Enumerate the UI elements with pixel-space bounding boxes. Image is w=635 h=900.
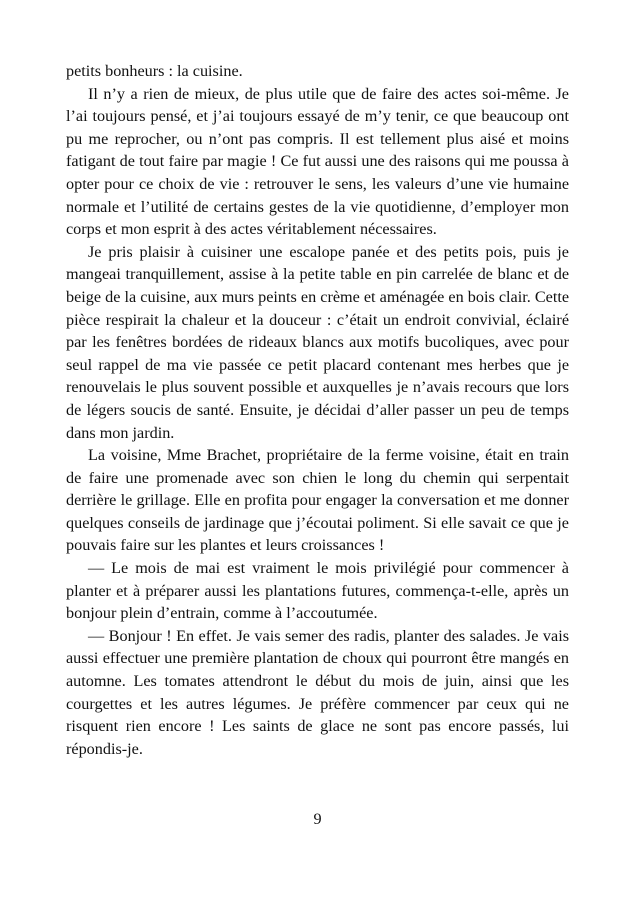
paragraph-cuisine: Je pris plaisir à cuisiner une escalope panée et des petits pois, puis je mangeai tranquillement, assise à la petite table en pin carrelée de blanc et de beige de la cuisine, aux murs peints en crème et aménagée en bois clair. Cette pièce respirait la chaleur et la douceur : c’était un endroit convivial, éclairé par les fenêtres bordées de rideaux blancs aux motifs bucoliques, avec pour seul rappel de ma vie passée ce petit placard contenant mes herbes que je renouvelais le plus souvent possible et auxquelles je n’avais recours que lors de légers soucis de santé. Ensuite, je décidai d’aller passer un peu de temps dans mon jardin. (66, 242, 569, 442)
paragraph-actes-soi-meme: Il n’y a rien de mieux, de plus utile que de faire des actes soi-même. Je l’ai toujours pensé, et j’ai toujours essayé de m’y tenir, ce que beaucoup ont pu me reprocher, ou n’ont pas compris. Il est tellement plus aisé et moins fatigant de tout faire par magie ! Ce fut aussi une des raisons qui me poussa à opter pour ce choix de vie : retrouver le sens, les valeurs d’une vie humaine normale et l’utilité de certains gestes de la vie quotidienne, d’employer mon corps et mon esprit à des actes véritablement nécessaires. (66, 84, 569, 239)
paragraph-voisine: La voisine, Mme Brachet, propriétaire de la ferme voisine, était en train de faire une promenade avec son chien le long du chemin qui serpentait derrière le grillage. Elle en profita pour engager la conversation et me donner quelques conseils de jardinage que j’écoutai poliment. Si elle savait ce que je pouvais faire sur les plantes et leurs croissances ! (66, 446, 569, 555)
page-number: 9 (313, 810, 322, 828)
page-body (66, 60, 569, 760)
paragraph-continuation: petits bonheurs : la cuisine. (66, 62, 243, 80)
dialogue-line-voisine: — Le mois de mai est vraiment le mois privilégié pour commencer à planter et à préparer aussi les plantations futures, commença-t-elle, après un bonjour plein d’entrain, comme à l’accoutumée. (66, 559, 569, 623)
dialogue-line-reponse: — Bonjour ! En effet. Je vais semer des radis, planter des salades. Je vais aussi effectuer une première plantation de choux qui pourront être mangés en automne. Les tomates attendront le début du mois de juin, ainsi que les courgettes et les autres légumes. Je préfère commencer par ceux qui ne risquent rien encore ! Les saints de glace ne sont pas encore passés, lui répondis-je. (66, 626, 569, 758)
